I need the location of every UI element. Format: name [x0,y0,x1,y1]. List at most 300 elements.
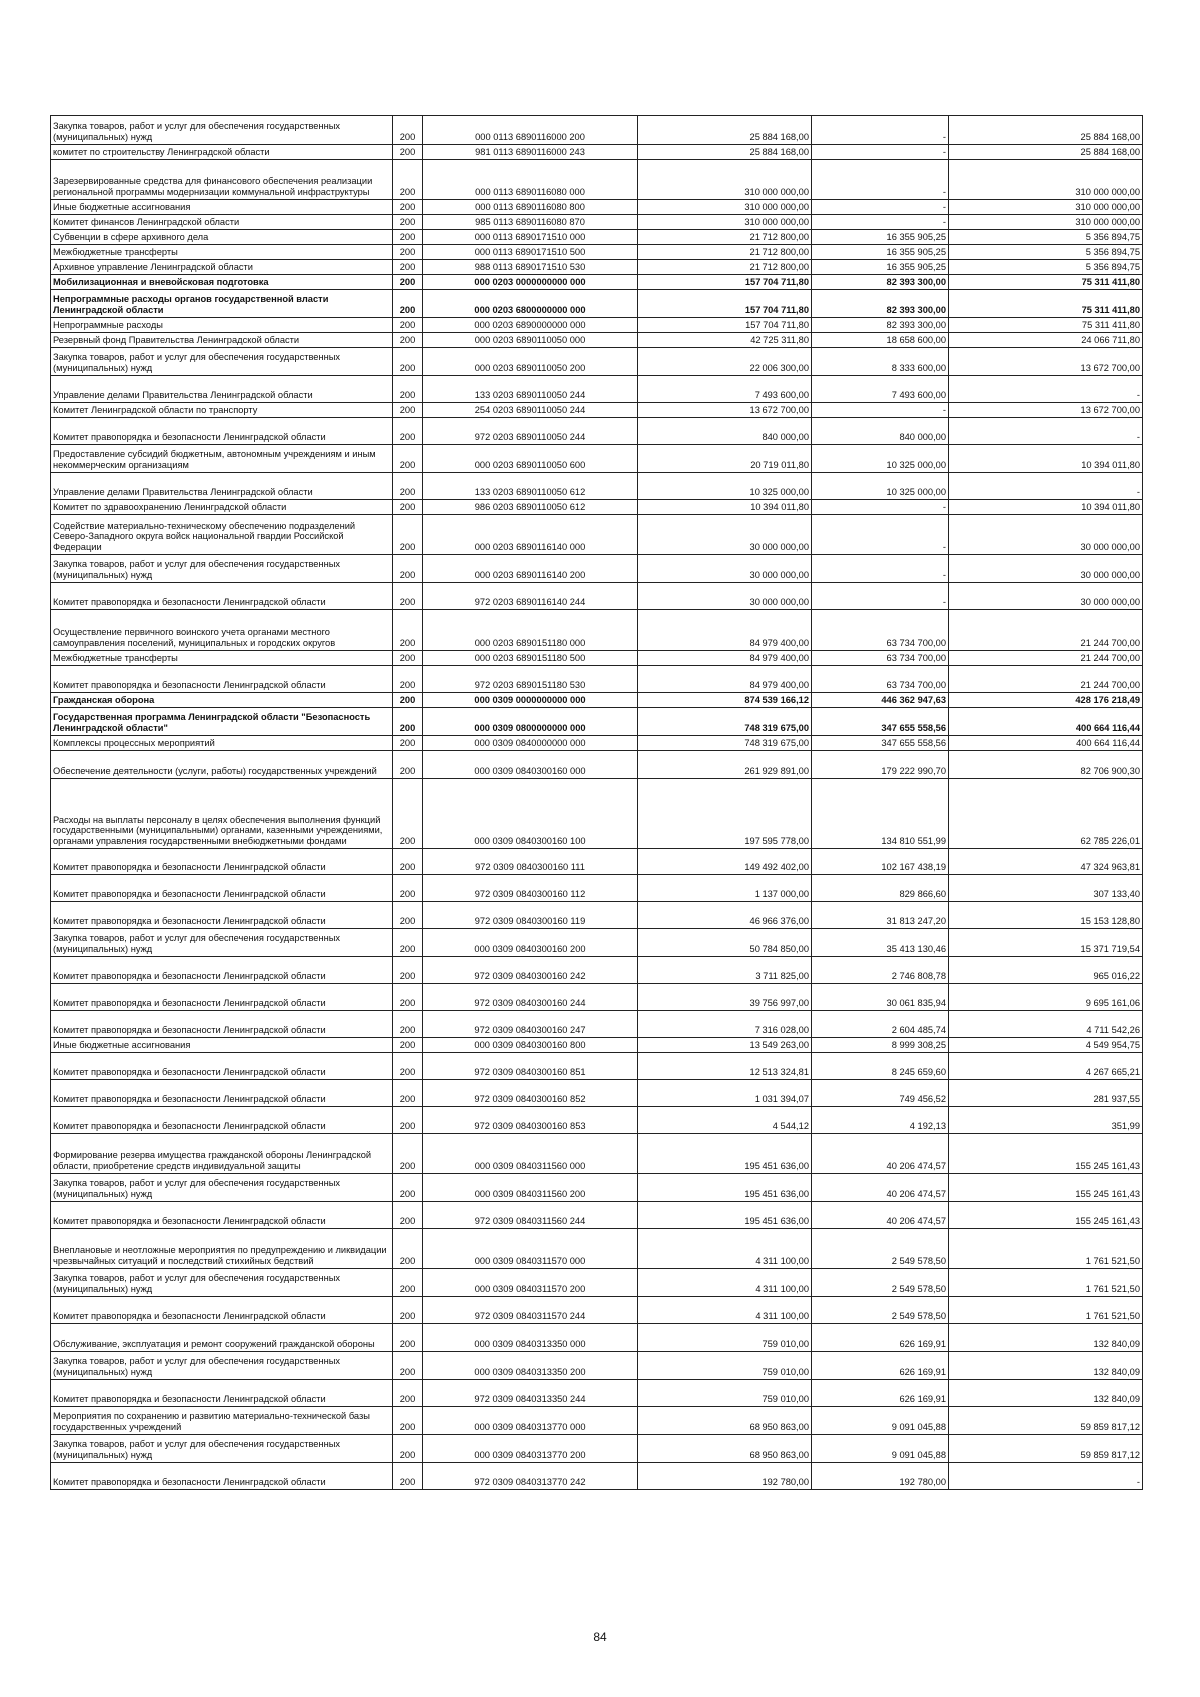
row-executed-cell: 840 000,00 [812,418,949,445]
row-executed-cell: 40 206 474,57 [812,1202,949,1229]
row-name-cell: Комитет правопорядка и безопасности Ленинградской области [51,1202,393,1229]
row-kbk-cell: 000 0309 0840300160 200 [423,929,638,957]
row-name-cell: Содействие материально-техническому обеспечению подразделений Северо-Западного округа войск национальной гвардии Российской Федерации [51,515,393,555]
row-remaining-cell: 132 840,09 [949,1324,1143,1352]
row-kbk-cell: 000 0203 6890116140 200 [423,555,638,583]
row-name-cell: Мероприятия по сохранению и развитию материально-технической базы государственных учреждений [51,1407,393,1435]
row-name-cell: Управление делами Правительства Ленинградской области [51,473,393,500]
row-name-cell: Гражданская оборона [51,693,393,708]
row-code-cell: 200 [393,849,423,875]
table-row [51,376,1143,403]
row-code-cell: 200 [393,666,423,693]
row-kbk-cell: 000 0309 0840313350 000 [423,1324,638,1352]
row-kbk-cell: 972 0309 0840300160 112 [423,875,638,902]
row-name-cell: Комитет правопорядка и безопасности Ленинградской области [51,1080,393,1107]
row-kbk-cell: 000 0309 0840300160 100 [423,779,638,849]
row-kbk-cell: 000 0309 0840313350 200 [423,1352,638,1380]
row-executed-cell: 63 734 700,00 [812,666,949,693]
row-name-cell: Закупка товаров, работ и услуг для обеспечения государственных (муниципальных) нужд [51,929,393,957]
row-remaining-cell: - [949,418,1143,445]
row-approved-cell: 30 000 000,00 [638,555,812,583]
table-row [51,445,1143,473]
table-row [51,515,1143,555]
table-row [51,929,1143,957]
row-executed-cell: 16 355 905,25 [812,260,949,275]
row-executed-cell: 8 245 659,60 [812,1053,949,1080]
row-approved-cell: 759 010,00 [638,1324,812,1352]
row-executed-cell: 626 169,91 [812,1324,949,1352]
row-approved-cell: 157 704 711,80 [638,275,812,290]
row-remaining-cell: 1 761 521,50 [949,1269,1143,1297]
row-executed-cell: 347 655 558,56 [812,708,949,736]
row-approved-cell: 21 712 800,00 [638,245,812,260]
row-kbk-cell: 000 0309 0840311560 000 [423,1134,638,1174]
row-code-cell: 200 [393,215,423,230]
row-approved-cell: 195 451 636,00 [638,1202,812,1229]
row-remaining-cell: 75 311 411,80 [949,275,1143,290]
row-name-cell: Комитет правопорядка и безопасности Ленинградской области [51,1380,393,1407]
row-approved-cell: 10 325 000,00 [638,473,812,500]
row-approved-cell: 42 725 311,80 [638,333,812,348]
row-executed-cell: 7 493 600,00 [812,376,949,403]
row-name-cell: Комитет правопорядка и безопасности Ленинградской области [51,984,393,1011]
row-executed-cell: 749 456,52 [812,1080,949,1107]
table-row [51,200,1143,215]
row-remaining-cell: 351,99 [949,1107,1143,1134]
table-row [51,651,1143,666]
row-kbk-cell: 000 0203 6890110050 000 [423,333,638,348]
row-remaining-cell: 75 311 411,80 [949,290,1143,318]
row-executed-cell: 31 813 247,20 [812,902,949,929]
row-approved-cell: 310 000 000,00 [638,215,812,230]
row-executed-cell: - [812,500,949,515]
row-code-cell: 200 [393,445,423,473]
row-kbk-cell: 972 0309 0840300160 851 [423,1053,638,1080]
row-remaining-cell: 15 371 719,54 [949,929,1143,957]
budget-execution-table [50,115,1143,1490]
table-row [51,1107,1143,1134]
row-approved-cell: 84 979 400,00 [638,666,812,693]
row-name-cell: Мобилизационная и вневойсковая подготовка [51,275,393,290]
row-executed-cell: 35 413 130,46 [812,929,949,957]
row-code-cell: 200 [393,1435,423,1463]
row-approved-cell: 759 010,00 [638,1380,812,1407]
row-executed-cell: 8 999 308,25 [812,1038,949,1053]
row-remaining-cell: 59 859 817,12 [949,1435,1143,1463]
row-name-cell: Комитет правопорядка и безопасности Ленинградской области [51,1011,393,1038]
row-kbk-cell: 972 0309 0840300160 119 [423,902,638,929]
row-approved-cell: 13 549 263,00 [638,1038,812,1053]
row-code-cell: 200 [393,751,423,779]
row-approved-cell: 22 006 300,00 [638,348,812,376]
row-name-cell: Комитет правопорядка и безопасности Ленинградской области [51,666,393,693]
table-row [51,902,1143,929]
row-approved-cell: 748 319 675,00 [638,708,812,736]
table-row [51,1380,1143,1407]
row-kbk-cell: 000 0309 0840311560 200 [423,1174,638,1202]
row-approved-cell: 310 000 000,00 [638,160,812,200]
row-kbk-cell: 000 0113 6890116000 200 [423,116,638,145]
row-code-cell: 200 [393,1134,423,1174]
row-kbk-cell: 000 0113 6890171510 000 [423,230,638,245]
row-code-cell: 200 [393,1297,423,1324]
row-code-cell: 200 [393,1229,423,1269]
row-executed-cell: 102 167 438,19 [812,849,949,875]
row-approved-cell: 7 493 600,00 [638,376,812,403]
row-name-cell: Комитет правопорядка и безопасности Ленинградской области [51,875,393,902]
row-kbk-cell: 000 0203 6890000000 000 [423,318,638,333]
row-executed-cell: 40 206 474,57 [812,1134,949,1174]
row-remaining-cell: 428 176 218,49 [949,693,1143,708]
row-remaining-cell: 155 245 161,43 [949,1202,1143,1229]
row-code-cell: 200 [393,348,423,376]
page-number: 84 [593,1630,607,1644]
row-remaining-cell: 965 016,22 [949,957,1143,984]
row-code-cell: 200 [393,200,423,215]
row-name-cell: Комитет финансов Ленинградской области [51,215,393,230]
row-code-cell: 200 [393,1174,423,1202]
row-name-cell: Межбюджетные трансферты [51,245,393,260]
row-remaining-cell: 5 356 894,75 [949,260,1143,275]
row-approved-cell: 20 719 011,80 [638,445,812,473]
row-name-cell: Формирование резерва имущества гражданской обороны Ленинградской области, приобретение средств индивидуальной защиты [51,1134,393,1174]
table-row [51,1407,1143,1435]
row-approved-cell: 192 780,00 [638,1463,812,1490]
table-row [51,403,1143,418]
row-code-cell: 200 [393,555,423,583]
row-name-cell: Закупка товаров, работ и услуг для обеспечения государственных (муниципальных) нужд [51,1269,393,1297]
row-approved-cell: 197 595 778,00 [638,779,812,849]
row-kbk-cell: 254 0203 6890110050 244 [423,403,638,418]
row-code-cell: 200 [393,260,423,275]
row-approved-cell: 4 544,12 [638,1107,812,1134]
row-kbk-cell: 000 0309 0000000000 000 [423,693,638,708]
row-code-cell: 200 [393,418,423,445]
row-approved-cell: 4 311 100,00 [638,1297,812,1324]
row-kbk-cell: 972 0309 0840311560 244 [423,1202,638,1229]
row-executed-cell: 30 061 835,94 [812,984,949,1011]
row-kbk-cell: 986 0203 6890110050 612 [423,500,638,515]
row-executed-cell: 9 091 045,88 [812,1407,949,1435]
row-kbk-cell: 972 0309 0840300160 111 [423,849,638,875]
row-approved-cell: 10 394 011,80 [638,500,812,515]
table-row [51,160,1143,200]
table-row [51,610,1143,651]
table-row [51,1463,1143,1490]
table-row [51,275,1143,290]
row-approved-cell: 21 712 800,00 [638,230,812,245]
row-remaining-cell: 132 840,09 [949,1380,1143,1407]
row-executed-cell: 40 206 474,57 [812,1174,949,1202]
table-row [51,348,1143,376]
row-name-cell: Иные бюджетные ассигнования [51,200,393,215]
row-executed-cell: 347 655 558,56 [812,736,949,751]
row-code-cell: 200 [393,1324,423,1352]
row-executed-cell: 134 810 551,99 [812,779,949,849]
row-name-cell: Субвенции в сфере архивного дела [51,230,393,245]
row-kbk-cell: 000 0309 0800000000 000 [423,708,638,736]
row-kbk-cell: 000 0309 0840300160 800 [423,1038,638,1053]
table-row [51,849,1143,875]
row-remaining-cell: 13 672 700,00 [949,403,1143,418]
row-remaining-cell: 5 356 894,75 [949,230,1143,245]
row-code-cell: 200 [393,875,423,902]
row-code-cell: 200 [393,318,423,333]
row-code-cell: 200 [393,902,423,929]
row-executed-cell: 2 549 578,50 [812,1229,949,1269]
row-remaining-cell: 30 000 000,00 [949,555,1143,583]
table-row [51,666,1143,693]
row-code-cell: 200 [393,957,423,984]
row-approved-cell: 84 979 400,00 [638,610,812,651]
row-executed-cell: 2 746 808,78 [812,957,949,984]
row-code-cell: 200 [393,1107,423,1134]
row-approved-cell: 4 311 100,00 [638,1229,812,1269]
row-approved-cell: 157 704 711,80 [638,290,812,318]
row-code-cell: 200 [393,610,423,651]
row-code-cell: 200 [393,929,423,957]
row-approved-cell: 13 672 700,00 [638,403,812,418]
row-approved-cell: 195 451 636,00 [638,1134,812,1174]
row-executed-cell: 446 362 947,63 [812,693,949,708]
row-kbk-cell: 000 0203 6890151180 000 [423,610,638,651]
table-row [51,1435,1143,1463]
row-remaining-cell: 25 884 168,00 [949,116,1143,145]
row-executed-cell: 8 333 600,00 [812,348,949,376]
row-kbk-cell: 000 0203 6890116140 000 [423,515,638,555]
row-remaining-cell: 1 761 521,50 [949,1229,1143,1269]
row-approved-cell: 7 316 028,00 [638,1011,812,1038]
row-remaining-cell: 62 785 226,01 [949,779,1143,849]
row-code-cell: 200 [393,1202,423,1229]
row-kbk-cell: 981 0113 6890116000 243 [423,145,638,160]
row-remaining-cell: 30 000 000,00 [949,515,1143,555]
row-executed-cell: 82 393 300,00 [812,275,949,290]
table-row [51,555,1143,583]
row-approved-cell: 3 711 825,00 [638,957,812,984]
row-executed-cell: 179 222 990,70 [812,751,949,779]
row-remaining-cell: - [949,1463,1143,1490]
row-kbk-cell: 000 0203 6890151180 500 [423,651,638,666]
row-executed-cell: 2 549 578,50 [812,1297,949,1324]
row-approved-cell: 149 492 402,00 [638,849,812,875]
row-kbk-cell: 972 0309 0840300160 242 [423,957,638,984]
row-code-cell: 200 [393,1407,423,1435]
row-remaining-cell: 310 000 000,00 [949,160,1143,200]
row-kbk-cell: 000 0309 0840300160 000 [423,751,638,779]
row-code-cell: 200 [393,473,423,500]
table-row [51,318,1143,333]
row-name-cell: Закупка товаров, работ и услуг для обеспечения государственных (муниципальных) нужд [51,1352,393,1380]
table-body [51,116,1143,1490]
row-kbk-cell: 972 0203 6890110050 244 [423,418,638,445]
table-row [51,1202,1143,1229]
row-name-cell: Комитет правопорядка и безопасности Ленинградской области [51,1053,393,1080]
row-approved-cell: 1 137 000,00 [638,875,812,902]
row-name-cell: Комитет правопорядка и безопасности Ленинградской области [51,1297,393,1324]
row-code-cell: 200 [393,1038,423,1053]
row-remaining-cell: 47 324 963,81 [949,849,1143,875]
row-kbk-cell: 000 0309 0840000000 000 [423,736,638,751]
table-row [51,1297,1143,1324]
row-kbk-cell: 133 0203 6890110050 244 [423,376,638,403]
table-row [51,1352,1143,1380]
row-code-cell: 200 [393,1080,423,1107]
row-code-cell: 200 [393,1380,423,1407]
row-name-cell: Предоставление субсидий бюджетным, автономным учреждениям и иным некоммерческим организациям [51,445,393,473]
row-remaining-cell: 4 267 665,21 [949,1053,1143,1080]
row-kbk-cell: 972 0309 0840311570 244 [423,1297,638,1324]
row-executed-cell: 63 734 700,00 [812,651,949,666]
row-executed-cell: 2 549 578,50 [812,1269,949,1297]
row-remaining-cell: 21 244 700,00 [949,666,1143,693]
row-remaining-cell: 400 664 116,44 [949,708,1143,736]
row-code-cell: 200 [393,230,423,245]
row-code-cell: 200 [393,651,423,666]
row-remaining-cell: 155 245 161,43 [949,1174,1143,1202]
row-approved-cell: 25 884 168,00 [638,145,812,160]
row-name-cell: Комплексы процессных мероприятий [51,736,393,751]
row-kbk-cell: 972 0309 0840300160 244 [423,984,638,1011]
table-row [51,245,1143,260]
row-remaining-cell: 25 884 168,00 [949,145,1143,160]
row-kbk-cell: 000 0309 0840311570 000 [423,1229,638,1269]
row-kbk-cell: 000 0203 6800000000 000 [423,290,638,318]
table-row [51,1324,1143,1352]
row-approved-cell: 30 000 000,00 [638,583,812,610]
table-row [51,1134,1143,1174]
row-name-cell: Закупка товаров, работ и услуг для обеспечения государственных (муниципальных) нужд [51,1435,393,1463]
row-executed-cell: 82 393 300,00 [812,290,949,318]
row-approved-cell: 261 929 891,00 [638,751,812,779]
row-remaining-cell: 24 066 711,80 [949,333,1143,348]
row-approved-cell: 12 513 324,81 [638,1053,812,1080]
row-code-cell: 200 [393,145,423,160]
table-row [51,693,1143,708]
table-row [51,145,1143,160]
row-executed-cell: - [812,200,949,215]
row-kbk-cell: 000 0309 0840313770 200 [423,1435,638,1463]
row-code-cell: 200 [393,1011,423,1038]
row-name-cell: Иные бюджетные ассигнования [51,1038,393,1053]
row-code-cell: 200 [393,245,423,260]
row-code-cell: 200 [393,1352,423,1380]
row-approved-cell: 30 000 000,00 [638,515,812,555]
row-remaining-cell: 155 245 161,43 [949,1134,1143,1174]
table-row [51,779,1143,849]
row-name-cell: Обслуживание, эксплуатация и ремонт сооружений гражданской обороны [51,1324,393,1352]
row-name-cell: Осуществление первичного воинского учета органами местного самоуправления поселений, муниципальных и городских округов [51,610,393,651]
table-row [51,1080,1143,1107]
row-remaining-cell: 30 000 000,00 [949,583,1143,610]
row-executed-cell: 2 604 485,74 [812,1011,949,1038]
row-remaining-cell: - [949,376,1143,403]
row-name-cell: Комитет правопорядка и безопасности Ленинградской области [51,1107,393,1134]
row-kbk-cell: 000 0113 6890116080 000 [423,160,638,200]
row-name-cell: Закупка товаров, работ и услуг для обеспечения государственных (муниципальных) нужд [51,1174,393,1202]
row-executed-cell: - [812,215,949,230]
row-executed-cell: - [812,116,949,145]
row-code-cell: 200 [393,1269,423,1297]
row-executed-cell: 626 169,91 [812,1352,949,1380]
row-executed-cell: 63 734 700,00 [812,610,949,651]
row-code-cell: 200 [393,1463,423,1490]
row-name-cell: Архивное управление Ленинградской области [51,260,393,275]
table-row [51,736,1143,751]
row-executed-cell: 10 325 000,00 [812,445,949,473]
row-approved-cell: 310 000 000,00 [638,200,812,215]
row-remaining-cell: 310 000 000,00 [949,215,1143,230]
row-remaining-cell: 13 672 700,00 [949,348,1143,376]
row-code-cell: 200 [393,693,423,708]
row-remaining-cell: 82 706 900,30 [949,751,1143,779]
row-name-cell: Непрограммные расходы [51,318,393,333]
row-code-cell: 200 [393,275,423,290]
table-row [51,260,1143,275]
table-row [51,1011,1143,1038]
row-code-cell: 200 [393,333,423,348]
row-name-cell: Закупка товаров, работ и услуг для обеспечения государственных (муниципальных) нужд [51,348,393,376]
row-name-cell: Государственная программа Ленинградской области "Безопасность Ленинградской области" [51,708,393,736]
row-code-cell: 200 [393,290,423,318]
table-row [51,290,1143,318]
row-remaining-cell: 75 311 411,80 [949,318,1143,333]
row-kbk-cell: 972 0309 0840313350 244 [423,1380,638,1407]
row-code-cell: 200 [393,583,423,610]
row-remaining-cell: 10 394 011,80 [949,500,1143,515]
row-approved-cell: 840 000,00 [638,418,812,445]
row-code-cell: 200 [393,500,423,515]
row-executed-cell: - [812,160,949,200]
row-name-cell: Закупка товаров, работ и услуг для обеспечения государственных (муниципальных) нужд [51,555,393,583]
row-name-cell: Комитет правопорядка и безопасности Ленинградской области [51,849,393,875]
row-name-cell: Комитет по здравоохранению Ленинградской области [51,500,393,515]
row-remaining-cell: 59 859 817,12 [949,1407,1143,1435]
row-remaining-cell: 10 394 011,80 [949,445,1143,473]
row-kbk-cell: 000 0309 0840311570 200 [423,1269,638,1297]
row-name-cell: комитет по строительству Ленинградской области [51,145,393,160]
row-name-cell: Управление делами Правительства Ленинградской области [51,376,393,403]
row-approved-cell: 68 950 863,00 [638,1435,812,1463]
row-kbk-cell: 000 0113 6890116080 800 [423,200,638,215]
row-approved-cell: 195 451 636,00 [638,1174,812,1202]
row-executed-cell: - [812,555,949,583]
table-row [51,984,1143,1011]
row-kbk-cell: 972 0309 0840300160 247 [423,1011,638,1038]
row-name-cell: Комитет правопорядка и безопасности Ленинградской области [51,902,393,929]
table-row [51,230,1143,245]
row-executed-cell: 16 355 905,25 [812,230,949,245]
row-approved-cell: 84 979 400,00 [638,651,812,666]
row-code-cell: 200 [393,1053,423,1080]
row-name-cell: Комитет правопорядка и безопасности Ленинградской области [51,1463,393,1490]
table-row [51,583,1143,610]
row-approved-cell: 21 712 800,00 [638,260,812,275]
row-kbk-cell: 988 0113 6890171510 530 [423,260,638,275]
row-remaining-cell: 132 840,09 [949,1352,1143,1380]
row-approved-cell: 1 031 394,07 [638,1080,812,1107]
row-name-cell: Комитет правопорядка и безопасности Ленинградской области [51,957,393,984]
row-kbk-cell: 985 0113 6890116080 870 [423,215,638,230]
row-executed-cell: 192 780,00 [812,1463,949,1490]
row-remaining-cell: 5 356 894,75 [949,245,1143,260]
row-kbk-cell: 133 0203 6890110050 612 [423,473,638,500]
row-kbk-cell: 000 0113 6890171510 500 [423,245,638,260]
row-executed-cell: 82 393 300,00 [812,318,949,333]
row-remaining-cell: 9 695 161,06 [949,984,1143,1011]
table-row [51,1053,1143,1080]
row-name-cell: Комитет правопорядка и безопасности Ленинградской области [51,418,393,445]
